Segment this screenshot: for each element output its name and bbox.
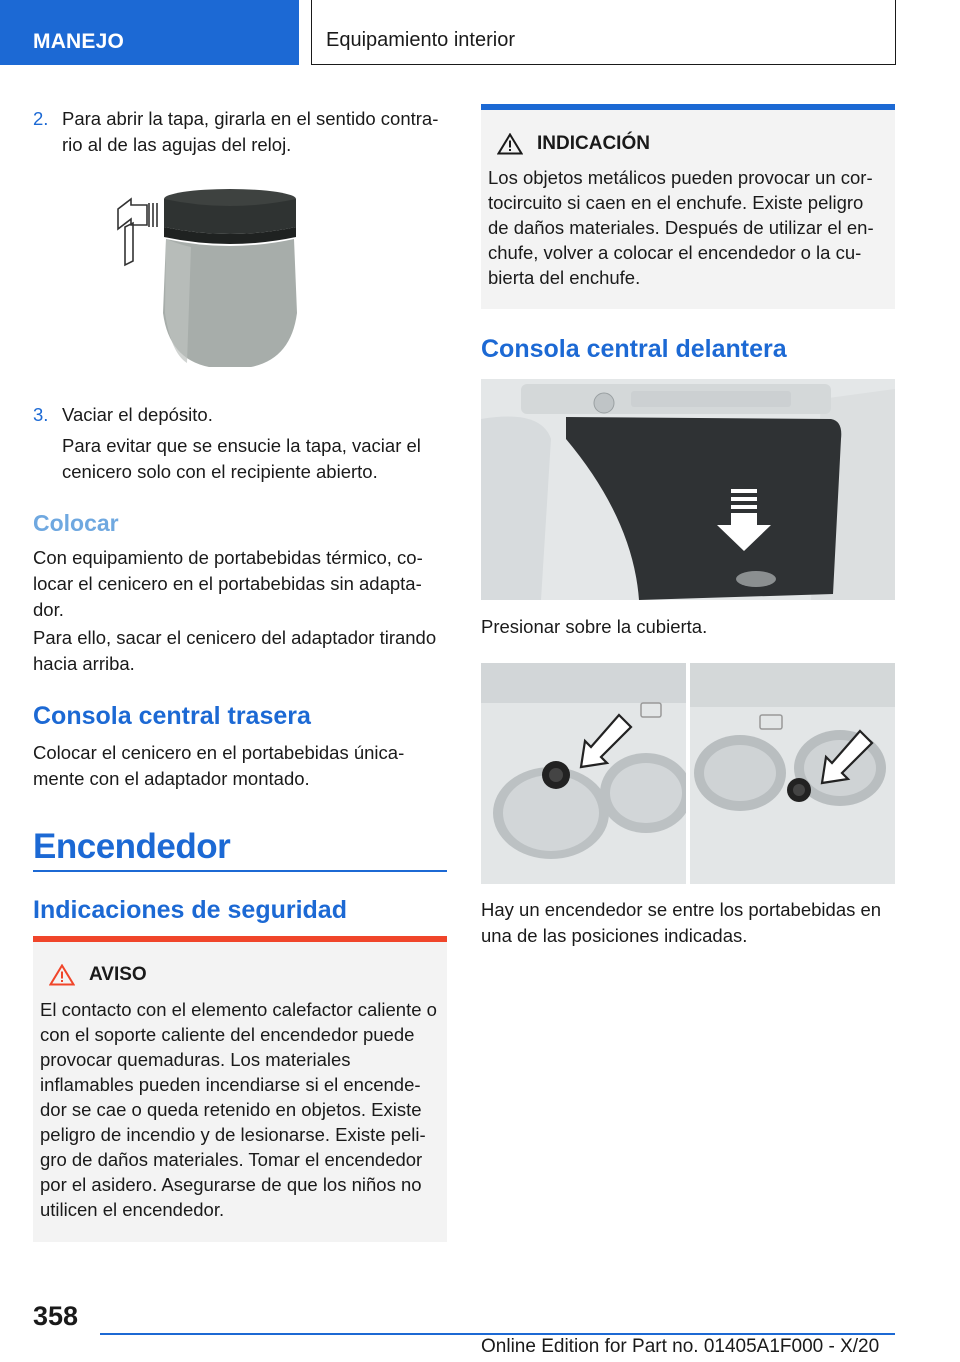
caption-lighter-positions: Hay un encendedor se entre los portabebidas en una de las posiciones indicadas.: [481, 899, 882, 946]
encendedor-heading: Encendedor: [33, 827, 231, 866]
header-section-label: MANEJO: [33, 30, 125, 53]
header-chapter-label: Equipamiento interior: [326, 29, 515, 51]
warning-label: AVISO: [89, 964, 147, 985]
footer-edition: Online Edition for Part no. 01405A1F000 - X/20: [481, 1336, 880, 1357]
trasera-heading: Consola central trasera: [33, 702, 311, 730]
seguridad-heading: Indicaciones de seguridad: [33, 896, 347, 924]
trasera-paragraph: Colocar el cenicero en el portabebidas única-mente con el adaptador montado.: [33, 742, 405, 789]
cupholder-photo-right: [690, 663, 895, 884]
header-section-tab: [0, 0, 299, 65]
step-text: Vaciar el depósito.: [62, 404, 213, 425]
warning-text: El contacto con el elemento calefactor caliente o con el soporte caliente del encendedor puede provocar quemaduras. Los materiales inflamables pueden incendiarse si el encende-dor se cae o queda retenido en objetos. Existe peligro de incendio y de lesionarse. Existe peli-gro de daños materiales. Tomar el encendedor por el asidero. Asegurarse de que los niños no utilicen el encendedor.: [40, 999, 437, 1220]
header-chapter-tab: [311, 0, 896, 65]
notice-text: Los objetos metálicos pueden provocar un cor-tocircuito si caen en el enchufe. Existe peligro de daños materiales. Después de utilizar el en-chufe, volver a colocar el encendedor o la cu-bierta del enchufe.: [488, 167, 874, 288]
notice-box: [481, 104, 895, 309]
step-number: 3.: [33, 404, 49, 425]
rotate-arrow-icon: [118, 199, 157, 265]
warning-triangle-icon: [497, 133, 523, 155]
ashtray-illustration: [111, 183, 311, 373]
step-text: Para abrir la tapa, girarla en el sentido contra-rio al de las agujas del reloj.: [62, 108, 439, 155]
colocar-paragraph-1: Con equipamiento de portabebidas térmico, co-locar el cenicero en el portabebidas sin adapta-dor.: [33, 547, 423, 620]
warning-header: [49, 964, 147, 986]
colocar-paragraph-2: Para ello, sacar el cenicero del adaptador tirando hacia arriba.: [33, 627, 437, 674]
step-number: 2.: [33, 108, 49, 129]
delantera-heading: Consola central delantera: [481, 335, 787, 363]
notice-bar: [481, 104, 895, 110]
caption-press-cover: Presionar sobre la cubierta.: [481, 616, 708, 637]
warning-bar: [33, 936, 447, 942]
colocar-heading: Colocar: [33, 510, 119, 536]
console-cover-photo: [481, 379, 895, 600]
warning-box: [33, 936, 447, 1242]
footer-rule: [100, 1333, 895, 1335]
warning-triangle-icon: [49, 964, 75, 986]
notice-label: INDICACIÓN: [537, 133, 650, 154]
step-detail-text: Para evitar que se ensucie la tapa, vaciar el cenicero solo con el recipiente abierto.: [62, 435, 421, 482]
page-number: 358: [33, 1301, 79, 1331]
notice-header: [497, 133, 650, 155]
cupholder-photo-left: [481, 663, 686, 884]
heading-rule: [33, 870, 447, 872]
